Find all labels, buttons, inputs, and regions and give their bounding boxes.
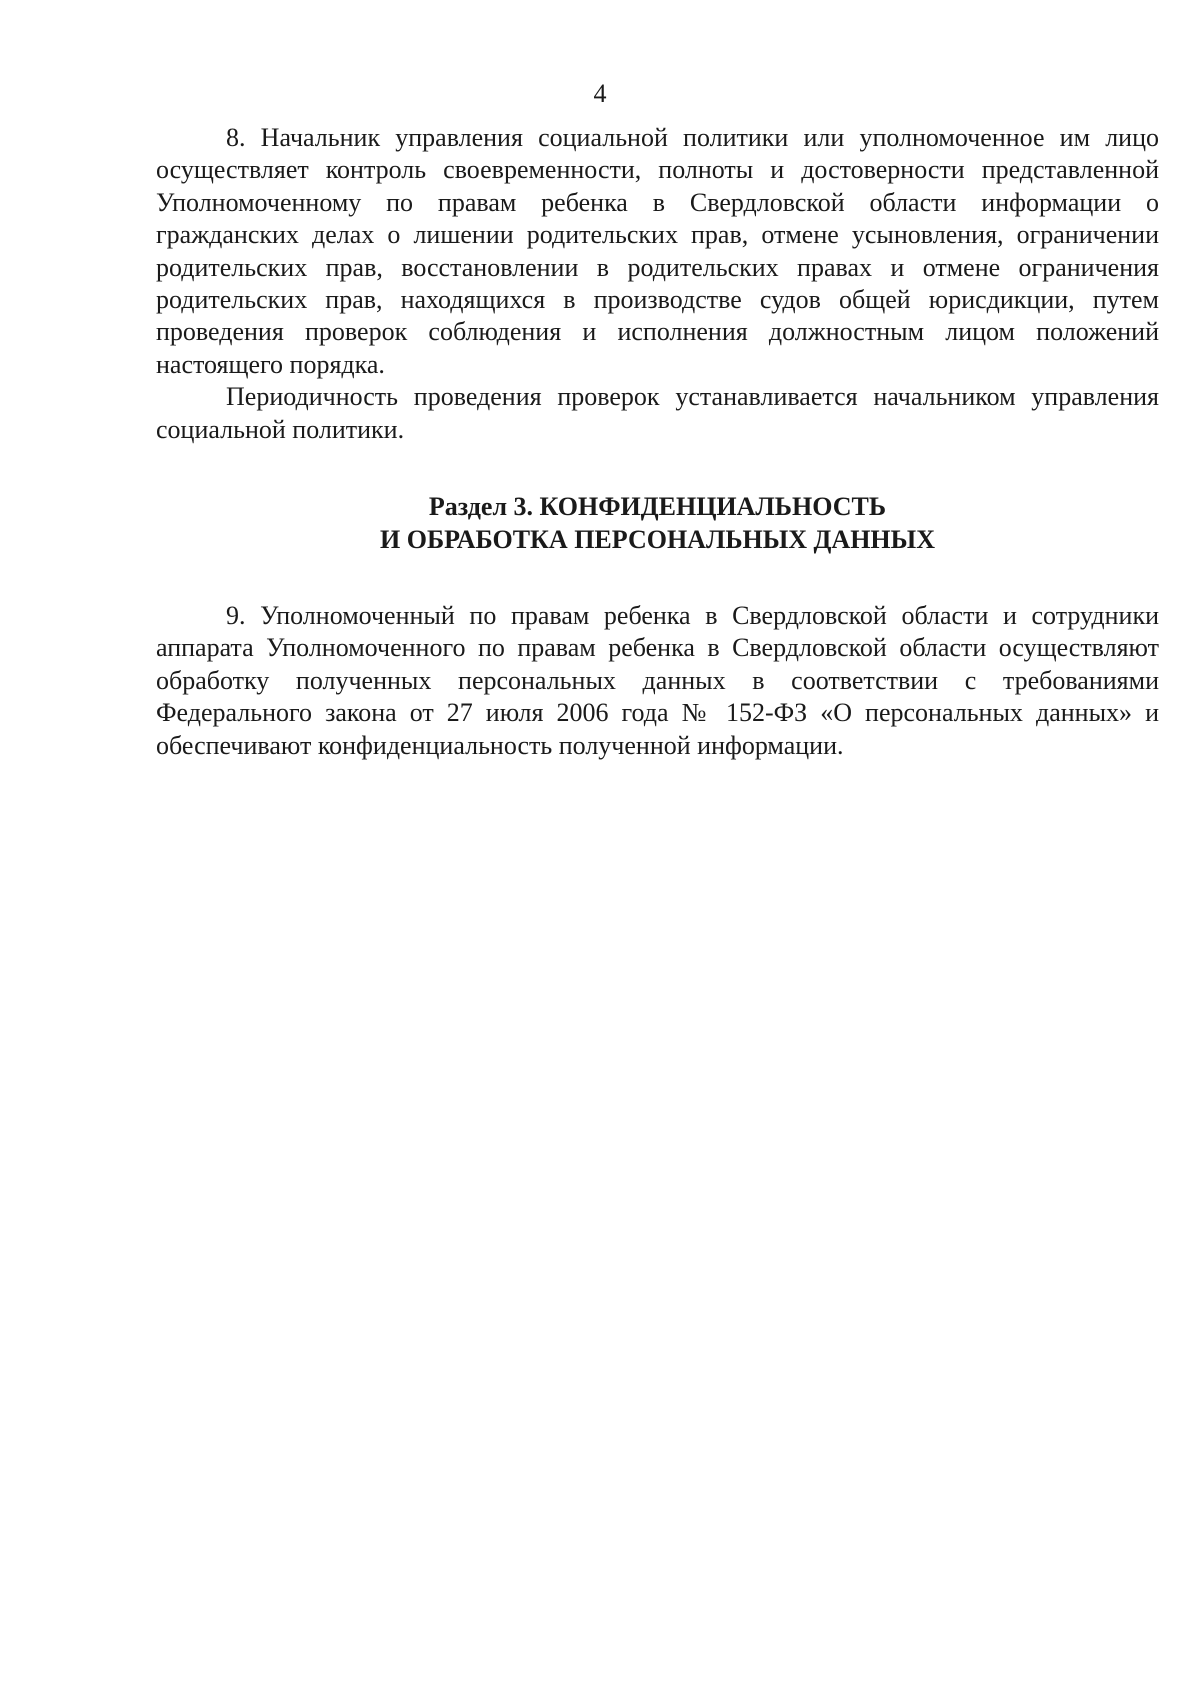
paragraph-8: 8. Начальник управления социальной политики или уполномоченное им лицо осуществляет контроль своевременности, полноты и достоверности представленной Уполномоченному по правам ребенка в Свердловской области информации о гражданских делах о лишении родительских прав, отмене усыновления, ограничении родительских прав, восстановлении в родительских правах и отмене ограничения родительских прав, находящихся в производстве судов общей юрисдикции, путем проведения проверок соблюдения и исполнения должностным лицом положений настоящего порядка. [156, 123, 1159, 379]
page-number: 4 [593, 79, 607, 108]
page-content [156, 122, 1159, 762]
paragraph-9: 9. Уполномоченный по правам ребенка в Свердловской области и сотрудники аппарата Уполномоченного по правам ребенка в Свердловской области осуществляют обработку полученных персональных данных в соответствии с требованиями Федерального закона от 27 июля 2006 года № 152-ФЗ «О персональных данных» и обеспечивают конфиденциальность полученной информации. [156, 601, 1159, 760]
section-title-line-2: И ОБРАБОТКА ПЕРСОНАЛЬНЫХ ДАННЫХ [380, 525, 935, 555]
paragraph-8-periodicity: Периодичность проведения проверок устанавливается начальником управления социальной политики. [156, 382, 1159, 444]
section-3-title [156, 490, 1159, 556]
section-title-line-1: Раздел 3. КОНФИДЕНЦИАЛЬНОСТЬ [428, 492, 887, 522]
